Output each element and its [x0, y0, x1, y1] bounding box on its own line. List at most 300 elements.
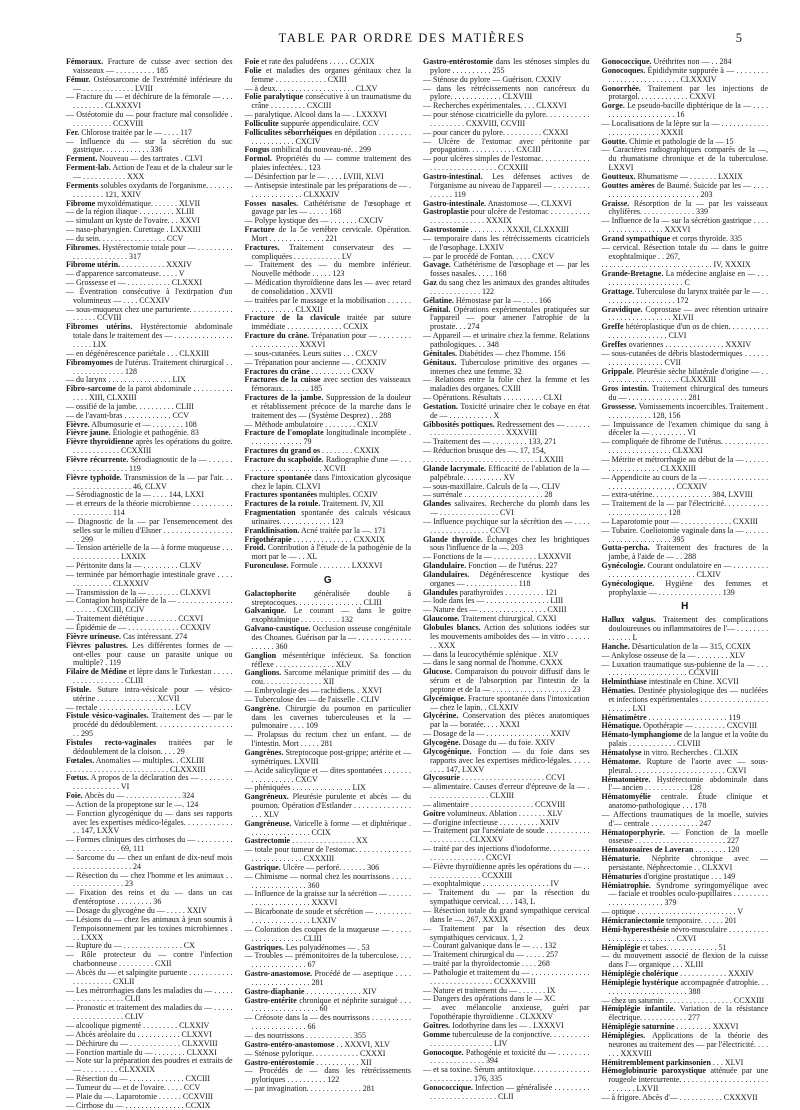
entry-heading: Fistules recto-vaginales — [66, 737, 157, 747]
index-entry — [66, 244, 233, 262]
entry-text: Cathétérisme de l'œsophage et — par les fosses nasales. . . . . 168 — [430, 260, 590, 279]
index-entry — [602, 580, 769, 598]
index-entry — [602, 270, 769, 288]
entry-text: généralisée double à streptocoques. . . . . . . . . . . . . . . . . CLIII — [251, 588, 411, 607]
index-entry — [423, 969, 590, 987]
index-entry — [245, 562, 412, 571]
index-entry — [66, 810, 233, 837]
entry-heading: Hématomyélie — [601, 792, 651, 802]
entry-text: — pour sténose cicatricielle du pylore. . . . . . . . . . . . . . . . . . . . CXXVIII, CCVIII — [423, 110, 590, 128]
entry-text: Propriétés du — comme traitement des plaies infectées. . 123 — [251, 154, 411, 173]
entry-text: — compliquée de fibrome de l'utérus. . . . . . . . . . . . . . . . . . . . . . . . . . . . CLXXXI — [601, 437, 768, 456]
entry-text: spontanée des calculs vésicaux urinaires. . . . . . . . . . . . . 123 — [251, 508, 411, 526]
entry-text: — par invagination. . . . . . . . . . . . . . 281 — [244, 1084, 375, 1094]
index-entry — [423, 465, 590, 483]
entry-text: Nouveau — des tartrates . CLVI — [99, 154, 203, 164]
index-entry — [423, 925, 590, 943]
entry-text: Albumosurie et — . . . . . . . . 108 — [91, 419, 197, 429]
entry-heading: Goutte. — [601, 136, 628, 146]
entry-text: — à frigore. Abcès d'— . . . . . . . . . . . CXXXVII — [601, 1092, 758, 1102]
entry-text: Ulcère — perforé. . . . . . . 306 — [282, 862, 380, 872]
entry-heading: Grande-Bretagne. — [601, 269, 664, 279]
entry-text: — Traitement chirurgical du — . . . . . 257 — [423, 950, 559, 960]
entry-text: Dosage du — du foie. XXIV — [462, 737, 555, 747]
entry-text: Cas intéressant. 274 — [122, 631, 188, 641]
index-entry — [602, 500, 769, 518]
entry-text: — Procédés de — dans les rétrécissements pyloriques . . . . . . . . . . 122 — [244, 1066, 411, 1085]
index-entry — [245, 182, 412, 200]
index-entry — [245, 873, 412, 891]
entry-text: Dégénérescence kystique des organes — . . . . . . . . . . . . . 118 — [430, 569, 590, 588]
entry-text: — Recherches expérimentales. . . . CLXXVI — [423, 101, 567, 111]
index-entry — [245, 970, 412, 988]
entry-text: et corps thyroïde. 335 — [672, 233, 742, 243]
index-entry — [423, 907, 590, 925]
entry-text: — Cirrhose du — . . . . . . . . . . . . . . . CCXIX — [66, 1100, 211, 1110]
index-entry — [245, 456, 412, 474]
entry-heading: Fibro-sarcome — [66, 384, 116, 394]
entry-text: Uréthrites non — . . 284 — [653, 57, 732, 66]
entry-text: — Embryologie des — rachidiens. . XXVI — [244, 686, 382, 696]
entry-heading: Fibromyomes — [66, 357, 113, 367]
entry-text: Diabétides — chez l'homme. 156 — [459, 348, 566, 358]
entry-text: Occlusion osseuse congénitale des Choanes. Guérison par la — . . . . . . . . . . . . . . . . . . . 360 — [251, 624, 412, 651]
entry-heading: Fosses nasales. — [244, 198, 299, 208]
entry-text: Varicelle à forme — et diphtérique . . . . . . . . . . . . . . . . CCIX — [251, 818, 411, 837]
index-entry — [66, 474, 233, 492]
index-entry — [423, 536, 590, 554]
index-entry — [245, 997, 412, 1015]
entry-text: — Fonction martiale du — . . . . . . . . CLXXXI — [66, 1047, 217, 1057]
entry-text: Traitement des — par le procédé du dédoublement. . . . . . . . . . . . . . . . . . . . . 295 — [73, 711, 233, 739]
index-entry — [423, 261, 590, 279]
entry-heading: Hématies. — [601, 686, 636, 696]
entry-text: Redressement des — . . . . . . . . . . . . . . . . . . . . . . . . . XXXVIII — [430, 419, 590, 438]
index-entry — [245, 297, 412, 315]
index-entry — [423, 571, 590, 589]
entry-text: Efficacité de l'ablation de la — palpébrale. . . . . . . . . . XV — [430, 463, 590, 482]
index-entry — [245, 544, 412, 562]
entry-text: — Épidémie de — . . . . . . . . . . . . . CCXXIV — [66, 623, 211, 632]
entry-text: Fracture de cuisse avec section des vaisseaux — . . . . . . . . . . 185 — [73, 57, 233, 75]
index-entry — [66, 668, 233, 686]
entry-heading: Formol. — [244, 154, 272, 164]
entry-text: — Les métrorrhagies dans les maladies du — . . . . . . . . . . . . . . . . . . CLII — [66, 985, 233, 1004]
entry-heading: Hématoporphyrie. — [601, 827, 665, 837]
entry-text: Traitement des complications douloureuses ou inflammatoires de l'— . . . . . . . . . . . . . . L — [608, 615, 768, 642]
entry-heading: Gutta-percha. — [601, 543, 650, 553]
entry-heading: Glaucome. — [423, 614, 460, 624]
entry-heading: Gibbosités pottiques. — [423, 419, 495, 429]
entry-heading: Franklinisation. — [244, 525, 300, 535]
index-entry — [66, 597, 233, 615]
index-entry — [423, 748, 590, 775]
entry-text: et maladies des organes génitaux chez la femme . . . . . . . . . . . . . CXIII — [251, 65, 412, 84]
entry-text: dans les sténoses simples du pylore . . . . . . . . . . 255 — [430, 57, 590, 75]
entry-heading: Grossesse. — [601, 401, 637, 411]
index-entry — [66, 642, 233, 669]
entry-text: pour ulcère de l'estomac . . . . . . . . . . . . . . . . . . . . . . . . XXXIX — [430, 207, 590, 226]
entry-heading: Gastrectomie — [244, 836, 291, 846]
entry-text: Hystérectomie abdominale totale dans le traitement des — . . . . . . . . . . . . . . . . . . . . LIX — [73, 322, 233, 349]
entry-text: Hystérectomie abdominale dans l'— ancien . . . . . . . . . . . 128 — [608, 774, 768, 793]
index-entry — [66, 774, 233, 792]
entry-text: Chimie et pathologie de la — 15 — [629, 136, 734, 146]
entry-text: — Ankylose osseuse de la — . . . . . . . . XLV — [601, 650, 746, 660]
index-entry — [245, 890, 412, 908]
index-entry — [423, 173, 590, 200]
entry-text: — Dangers des opérations dans le — XC — [423, 994, 556, 1004]
index-entry — [245, 749, 412, 767]
entry-heading: Glycogénique. — [423, 746, 472, 756]
entry-text: Anomalies — multiples. . CXLIII — [95, 755, 205, 765]
index-entry — [602, 793, 769, 811]
index-entry — [66, 969, 233, 987]
index-entry — [423, 783, 590, 801]
index-entry — [66, 987, 233, 1005]
entry-text: avec section des vaisseaux fémoraux. . . . . . . 185 — [251, 375, 411, 394]
entry-text: — Trépanation pour ancienne — . CCXXIV — [244, 357, 387, 367]
entry-heading: Gastrique. — [244, 862, 281, 872]
entry-text: Résorption de la — par les vaisseaux chylifères. . . . . . . . . . . . . . 339 — [608, 198, 769, 217]
entry-text: accompagnée d'atrophie. . . . . . . . . . . . . . . . . . . . . . . 388 — [608, 977, 769, 996]
index-entry — [245, 952, 412, 970]
entry-text: . . . . . . . . 120 — [695, 845, 740, 855]
index-entry — [602, 776, 769, 794]
entry-text: — dans le sang normal de l'homme. CXXX — [423, 658, 563, 668]
entry-text: de Baumé. Suicide par les — . . . . . . . . . . . . . . . . . . . . . . . . . . . 203 — [608, 180, 768, 199]
index-entry — [66, 500, 233, 518]
entry-text: Traitement chirurgical des tumeurs du — . . . . . . . . . . . . . . . 281 — [608, 384, 768, 403]
entry-text: — Bicarbonate de soude et sécrétion — . . . . . . . . . . . . . . . . . . . . . . . . LXXIV — [244, 907, 411, 925]
index-entry — [423, 235, 590, 253]
entry-text: — Diagnostic de la — par l'ensemencement des selles sur le milieu d'Elsner . . . . . . . . . . . . . . . . . . . 299 — [66, 516, 233, 544]
entry-heading: Fragmentation — [244, 508, 296, 518]
index-entry — [423, 58, 590, 76]
index-entry — [66, 182, 233, 200]
entry-heading: Fémoraux. — [66, 57, 104, 66]
entry-text: Chlorose traitée par le — . . . . 117 — [81, 127, 192, 137]
entry-heading: Gastro-intestinale. — [423, 198, 487, 208]
entry-heading: Génitaux. — [423, 357, 457, 367]
entry-text: — Fracture du — et déchirure de la fémorale — . . . . . . . . . . . CLXXXVI — [66, 92, 233, 111]
entry-heading: Gonococcique. — [601, 57, 652, 66]
entry-text: Tuberculose du larynx traitée par le — . . . . . . . . . . . . . . . . . . . 172 — [608, 286, 768, 305]
entry-text: . . . . . . . . . . . . . . . . . . . . . . . . . . . . IV, XXXIX — [601, 260, 751, 270]
entry-text: du sang chez les animaux des grandes altitudes . . . . . . . . . . . . . 122 — [430, 278, 590, 296]
index-entry — [602, 403, 769, 421]
entry-text: — Fonction de la moelle osseuse . . . . . . . . . . . . . . . . . . . . . . . 227 — [608, 827, 768, 846]
entry-text: Épididymite suppurée à — . . . . . . . . . . . . . . . . . . . . . . . . . . CLXXXIV — [608, 65, 769, 84]
index-entry — [602, 200, 769, 218]
entry-text: — Traitement par l'arséniate de soude . . . . . . . . . . . . . . . . . . . . . CLXXXV — [423, 826, 590, 845]
entry-heading: Fièvre récurrente. — [66, 454, 129, 464]
entry-heading: Hématique. — [601, 721, 642, 731]
entry-text: — traitées par le massage et la mobilisation . . . . . . . . . . . . . . . . . CLXXII — [244, 295, 411, 314]
entry-heading: Greffe — [601, 322, 624, 332]
entry-heading: Gynécologique. — [601, 578, 655, 588]
entry-text: . . . XLVI — [712, 1057, 744, 1067]
entry-text: mésentérique infécieux. Sa fonction réflexe . . . . . . . . . . . . . . . XLV — [251, 650, 411, 669]
entry-text: — Influence de la — sur la sécrétion gastrique . . . . . . . . . . . . . . . . . . XXXVI — [601, 216, 768, 235]
index-entry — [66, 836, 233, 854]
entry-text: . . . . . . . . . . . . . . . CXXXIX — [293, 534, 385, 544]
entry-heading: Goitre — [423, 808, 446, 818]
entry-heading: Galactophorite — [244, 588, 297, 598]
entry-text: — Courant galvanique dans le — . . . 132 — [423, 941, 557, 951]
entry-heading: Hématolyse — [601, 747, 642, 757]
index-entry — [423, 624, 590, 651]
index-entry — [602, 1094, 769, 1103]
entry-text: La médecine anglaise en — . . . . . . . . . . . . . . . . . . . . . . C — [608, 269, 768, 288]
entry-text: — chez un saturnin . . . . . . . . . . . . . . . . . CCXXIII — [601, 995, 765, 1005]
entry-text: . . XXXVI, XLV — [336, 1039, 390, 1049]
entry-text: — de la région iliaque . . . . . . . . . XLIII — [66, 207, 195, 217]
entry-heading: Hémicraniectomie — [601, 916, 665, 925]
entry-text: Transmission de la — par l'air. . . . . . . . . . . . . . . . . . 46, CLXV — [73, 472, 233, 491]
index-entry — [602, 350, 769, 368]
entry-text: — Prolapsus du rectum chez un enfant. — de l'intestin. Mort . . . . . 281 — [244, 730, 411, 749]
entry-text: — Créosote dans la — des nourrissons . . . . . . . . . . . . . . . . . . . . . . . . 66 — [244, 1013, 411, 1032]
entry-text: — alimentaire . . . . . . . . . . . . . . . . CCXVIII — [423, 799, 566, 809]
index-entry — [602, 85, 769, 103]
index-entry — [245, 155, 412, 173]
entry-heading: Folie — [244, 65, 262, 75]
index-entry — [602, 758, 769, 776]
entry-text: — Caractères radiographiques comparés de la —, du rhumatisme chronique et de la tuberculose. LXXVI — [601, 145, 768, 173]
index-entry — [245, 607, 412, 625]
entry-text: — alcoolique pigmenté . . . . . . . . . CLXXIV — [66, 1020, 210, 1030]
entry-heading: Galvano-caustique. — [244, 624, 311, 634]
entry-heading: Helminthiase — [601, 677, 647, 687]
entry-heading: Grippale. — [601, 366, 635, 376]
index-entry — [245, 1067, 412, 1085]
entry-heading: Fémur. — [66, 74, 91, 84]
index-entry — [245, 226, 412, 244]
entry-text: parathyroïdes . . . . . . . . . . 121 — [459, 587, 558, 597]
entry-text: de la langue et la voûte du palais . . . . . . . . . . . . CLVIII — [608, 730, 769, 749]
index-entry — [66, 518, 233, 545]
entry-text: Hystérectomie totale pour — . . . . . . . . . . . . . . . . . . . . . . . 317 — [73, 242, 233, 261]
entry-text: — d'apparence sarcomateuse. . . . . V — [66, 269, 185, 279]
entry-text: Variation de la résistance électrique. . . . . . . . . . . . 277 — [608, 1004, 769, 1023]
entry-text: — d'origine infectieuse . . . . . . . . . . XXIV — [423, 817, 560, 827]
entry-text: — Affections traumatiques de la moelle, suivies d'— centrale . . . . . . . . . . . . 247 — [601, 809, 768, 828]
entry-heading: Gastro-entérite — [244, 995, 297, 1005]
index-entry — [423, 376, 590, 394]
entry-text: — Nature des — . . . . . . . . . . . . . . . . . CXIII — [423, 605, 567, 615]
entry-text: Applications de la théorie des neurones au traitement des — par l'électricité. . . . . . . XXXVIII — [608, 1030, 768, 1058]
entry-text: traitée par suture immédiate . . . . . . . . . . . . . . CCXIX — [251, 313, 412, 332]
entry-text: Formule . . . . . . . . LXXXVI — [290, 561, 383, 571]
entry-text: Le courant — dans le goitre exophtalmique . . . . . . . . . . 132 — [251, 606, 412, 625]
index-entry — [423, 1031, 590, 1049]
entry-heading: Hémiatrophie. — [601, 880, 651, 890]
index-entry — [602, 926, 769, 944]
entry-text: — Fonctions de la — . . . . . . . . . . . LXXXVII — [423, 552, 572, 562]
entry-text: — Appareil — et urinaire chez la femme. Relations pathologiques. . . 348 — [423, 331, 590, 349]
entry-text: — Éventration consécutive à l'extirpation d'un volumineux — . . . . CCXXIV — [66, 286, 233, 305]
entry-text: — Abcès du — et salpingite puruente . . . . . . . . . . . . . . . . . . . . . CXLII — [66, 967, 233, 986]
entry-heading: Fièvre urineuse. — [66, 631, 121, 641]
entry-heading: Gastro-diaphanie — [244, 986, 305, 996]
entry-text: — Polype kystique des — . . . . . . . CXCIV — [244, 216, 384, 226]
index-entry — [245, 314, 412, 332]
entry-text: — Pathologie et traitement du — . . . . . . . . . . . . . . . . . . . . . . . . . . . . . . . CCXXXVIII — [423, 967, 590, 986]
entry-heading: Gaz — [423, 278, 437, 288]
entry-text: — Méthode ambulatoire . . . . . . . . CXLV — [244, 419, 379, 429]
index-entry — [423, 712, 590, 730]
entry-text: — sous-maxillaire. Calculs de la —. CLIV — [423, 481, 561, 491]
section-letter: H — [681, 601, 689, 613]
entry-text: Courant ondulatoire en — . . . . . . . . . . . . . . . . . . . . . . . . . . . . . . . CLXIV — [608, 561, 768, 579]
entry-heading: Fractures du grand os — [244, 446, 321, 456]
entry-heading: Furonculose. — [244, 561, 289, 571]
entry-heading: Gastro-anastomose. — [244, 969, 313, 979]
entry-text: — Formes cliniques des cirrhoses du — . . . . . . . . . . . . . . . . . . . . . 69, 111 — [66, 835, 233, 854]
index-entry — [602, 616, 769, 643]
index-entry — [245, 67, 412, 85]
entry-heading: Fractures. — [244, 242, 280, 252]
entry-heading: Fongus — [244, 145, 270, 155]
entry-text: — sous-cutanées de débris blastodermiques . . . . . . . . . . . . . . . . . . . . CVII — [601, 348, 768, 367]
index-entry — [66, 58, 233, 76]
entry-heading: Ganglions. — [244, 668, 282, 678]
index-entry — [423, 85, 590, 103]
entry-heading: Fractures de la rotule. — [244, 499, 321, 509]
index-entry — [423, 403, 590, 421]
entry-heading: Gastro-entéro-anastomose — [244, 1039, 335, 1049]
index-entry — [423, 500, 590, 518]
entry-text: — simulant un kyste de l'ovaire. . . XXVI — [66, 216, 200, 226]
entry-text: — Tubaire. Coeliotomie vaginale dans la — . . . . . . . . . . . . . . . . . . . . . . 395 — [601, 525, 768, 544]
entry-text: — traité par la thyroïdectomie . . . . 268 — [423, 959, 550, 969]
entry-heading: Gangrène. — [244, 703, 281, 713]
entry-text: et rate des paludéens . . . . . CCXIX — [261, 57, 375, 66]
entry-heading: Fièvre thyroïdienne — [66, 437, 134, 447]
entry-heading: Froid. — [244, 543, 266, 553]
index-entry — [66, 76, 233, 94]
entry-text: — Traitement diététique . . . . . . . . CCXVI — [66, 614, 204, 624]
entry-text: et lèpre dans le Turkestan . . . . . . . . . . . . . . . . . . CLIII — [73, 667, 233, 686]
entry-heading: Génitales. — [423, 348, 457, 358]
index-entry — [423, 668, 590, 695]
index-entry — [602, 952, 769, 970]
index-entry — [66, 1057, 233, 1075]
entry-text: Désarticulation de la — 315, CCXIX — [631, 641, 751, 651]
index-entry — [66, 571, 233, 589]
index-entry — [602, 811, 769, 829]
entry-text: — Rupture du — . . . . . . . . . . . . . . . CX — [66, 941, 195, 951]
index-entry — [602, 527, 769, 545]
entry-heading: Fracture du scaphoïde. — [244, 454, 324, 464]
entry-heading: Glande lacrymale. — [423, 463, 487, 473]
index-entry — [602, 146, 769, 173]
entry-heading: Filaire de Médine — [66, 667, 127, 677]
entry-text: d'origine prostatique . . . 149 — [643, 871, 736, 881]
entry-heading: Fièvre jaune. — [66, 428, 111, 438]
entry-heading: Hématurie. — [601, 854, 641, 864]
entry-text: consécutive à un traumatisme du crâne . . . . . . . . . CXCIII — [251, 92, 411, 111]
entry-text: — Plaie du —. Laparotomie . . . . . . CCXVIII — [66, 1091, 214, 1101]
entry-text: — Péritonite dans la — . . . . . . . . . CLXV — [66, 561, 202, 571]
entry-text: — Relations entre la folie chez la femme et les maladies des organes. CXIII — [423, 375, 590, 394]
index-entry — [66, 438, 233, 456]
entry-text: A propos de la déclaration des — . . . . . . . . . . . . . . . . . . . . VI — [73, 773, 233, 792]
entry-heading: Gorge. — [601, 101, 625, 111]
entry-heading: Hématome. — [601, 756, 641, 766]
entry-text: — Luxation traumatique sus-pubienne de la — . . . . . . . . . . . . . . . . . . . . . . . CCXVIII — [601, 659, 768, 678]
entry-text: — Sarcome du — chez un enfant de dix-neuf mois . . . . . . . . . . . . . . . 24 — [66, 852, 233, 871]
index-entry — [66, 138, 233, 156]
entry-text: . . . . . . . . . . . . . . . . . . . . . . . . . . CLXXXIII — [66, 764, 206, 774]
entry-heading: Foie — [244, 57, 260, 66]
index-entry — [423, 1049, 590, 1067]
entry-text: — du mouvement associé de flexion de la cuisse dans l'— organique . . . XLIII — [601, 951, 768, 970]
index-entry — [66, 111, 233, 129]
entry-heading: Fracture — [244, 225, 275, 235]
entry-text: — Fonction glycogénique du — dans ses rapports avec les expertises médico-légales. . . . . . . . . . . . . . 147, LXXV — [66, 808, 233, 836]
index-column-1 — [66, 58, 233, 1110]
entry-heading: Hanche. — [601, 641, 630, 651]
entry-heading: Fistule vésico-vaginales. — [66, 711, 149, 721]
index-entry — [423, 1004, 590, 1022]
index-entry — [66, 93, 233, 111]
entry-heading: Fièvre typhoïde. — [66, 472, 122, 482]
entry-text: — Traitement de la — par l'électricité. . . . . . . . . . . . . . . . . . . . . . . . . . 128 — [601, 499, 768, 518]
index-column-4 — [602, 58, 769, 1110]
entry-text: — Traitement par la résection des deux sympathiques cervicaux. 1, 2 — [423, 923, 590, 942]
index-entry — [245, 793, 412, 820]
entry-text: in vitro. Recherches . CLXIX — [643, 747, 739, 757]
entry-text: — Tumeur du — et de l'ovaire. . . . . CCV — [66, 1082, 201, 1092]
index-entry — [423, 111, 590, 129]
entry-text: après les opérations du goitre. . . . . . . . . . . . . CCXXIII — [73, 437, 233, 456]
entry-text: Hygiène des femmes et prophylaxie — . . . . . . . . . . . . . . . . 139 — [608, 578, 768, 597]
entry-text: myxoïdématique. . . . . . . XLVII — [97, 198, 200, 208]
entry-heading: Hémi-hyperesthésie — [601, 924, 669, 934]
entry-text: — Influence du — sur la sécrétion du suc gastrique. . . . . . . . . . . . 336 — [66, 136, 233, 155]
entry-heading: Gastriques. — [244, 942, 284, 952]
entry-text: Traitement par les injections de protargol. . . . . . . . . . . . . CXXVI — [608, 83, 768, 102]
entry-text: Destinée physiologique des — nucléées et infections expérimentales . . . . . . . . . . . . . . . . . . . . . . . LXI — [608, 686, 768, 713]
entry-heading: Fistule. — [66, 684, 92, 694]
index-entry — [245, 93, 412, 111]
entry-heading: Gélatine. — [423, 295, 454, 305]
entry-text: Iodothyrine dans les — . LXXXVI — [452, 1020, 564, 1030]
entry-text: Étiologie et pathogénie. 83 — [112, 428, 199, 438]
entry-heading: Gonorrhée. — [601, 83, 641, 93]
index-entry — [245, 820, 412, 838]
index-entry — [423, 889, 590, 907]
entry-text: Les polyadénomes — . 53 — [285, 942, 370, 952]
entry-heading: Gomme — [423, 1029, 451, 1039]
entry-heading: Hémiplégie — [601, 942, 641, 952]
entry-text: . . . . . . . . . . . . XXXIV — [680, 969, 754, 979]
index-entry — [602, 438, 769, 456]
entry-heading: Gonococcique. — [423, 1082, 473, 1092]
entry-text: . . . . . . . . . . . XII — [316, 1057, 372, 1067]
entry-text: en dépilation . . . . . . . . . . . . . . . . . . . CXCIV — [251, 127, 412, 146]
entry-text: Traitement conservateur des — compliquées . . . . . . . . . . . . LV — [251, 242, 411, 261]
entry-heading: Glycogène. — [423, 737, 461, 747]
entry-heading: Gangréneux. — [244, 792, 289, 802]
entry-text: et tabes. . . . . . . . . . . . . 51 — [642, 942, 727, 952]
entry-heading: Gangrènes. — [244, 747, 284, 757]
index-entry — [245, 669, 412, 687]
index-entry — [602, 306, 769, 324]
entry-text: — alimentaire. Causes d'erreur d'épreuve de la — . . . . . . . . . . . . . . . . CLXIII — [423, 782, 590, 801]
